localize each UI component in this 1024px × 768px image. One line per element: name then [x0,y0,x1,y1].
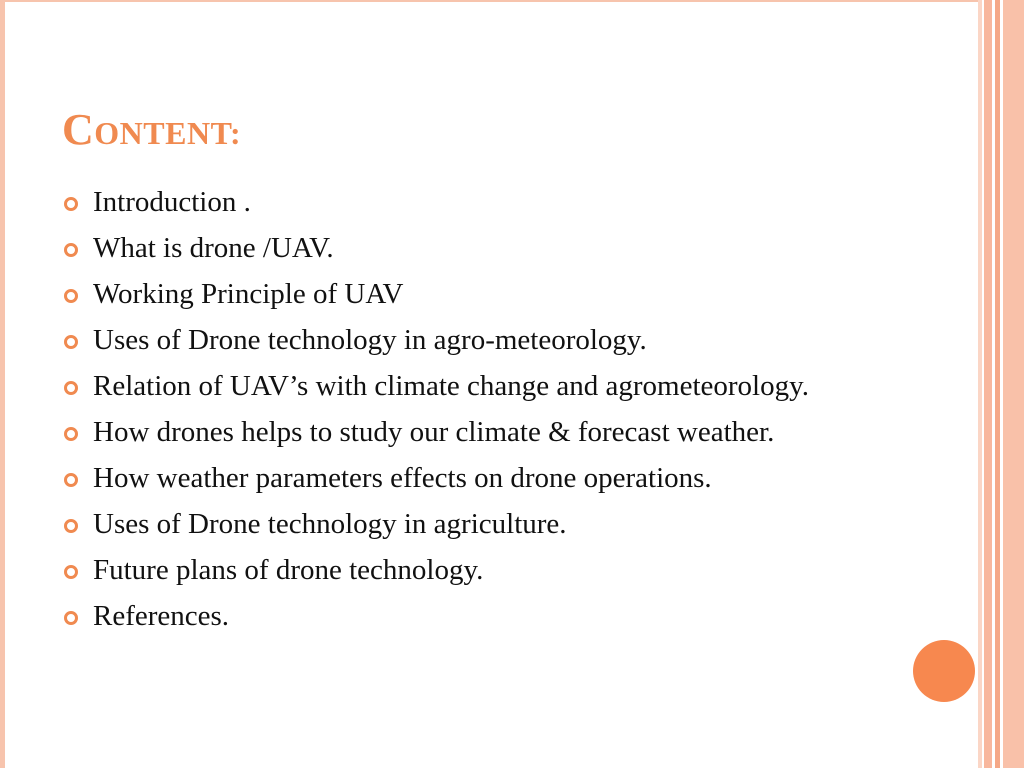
list-item-text: References. [93,600,230,632]
bullet-icon [64,611,78,625]
slide-title-initial: C [62,105,95,154]
frame-top-border [0,0,1024,2]
list-item [62,460,882,497]
decorative-orange-circle [913,640,975,702]
list-item [62,276,882,313]
list-item [62,230,882,267]
bullet-icon [64,335,78,349]
list-item-text: Uses of Drone technology in agriculture. [93,508,567,540]
list-item [62,414,882,451]
bullet-icon [64,381,78,395]
list-item [62,368,882,405]
content-list [62,184,882,644]
list-item [62,322,882,359]
list-item [62,184,882,221]
list-item-text: Introduction . [93,186,251,218]
slide-title-rest: ONTENT: [94,115,242,151]
slide-title [62,105,242,154]
stripe [1003,0,1024,768]
list-item-text: Future plans of drone technology. [93,554,484,586]
frame-left-border [0,0,5,768]
list-item-text: Relation of UAV’s with climate change and agrometeorology. [93,370,809,402]
list-item-text: Working Principle of UAV [93,278,404,310]
list-item [62,552,882,589]
bullet-icon [64,473,78,487]
list-item-text: Uses of Drone technology in agro-meteorology. [93,324,647,356]
list-item [62,598,882,635]
decorative-right-stripes [978,0,1024,768]
list-item [62,506,882,543]
list-item-text: How drones helps to study our climate & forecast weather. [93,416,775,448]
list-item-text: What is drone /UAV. [93,232,334,264]
bullet-icon [64,565,78,579]
stripe [984,0,992,768]
bullet-icon [64,197,78,211]
list-item-text: How weather parameters effects on drone operations. [93,462,712,494]
bullet-icon [64,427,78,441]
bullet-icon [64,289,78,303]
bullet-icon [64,243,78,257]
bullet-icon [64,519,78,533]
